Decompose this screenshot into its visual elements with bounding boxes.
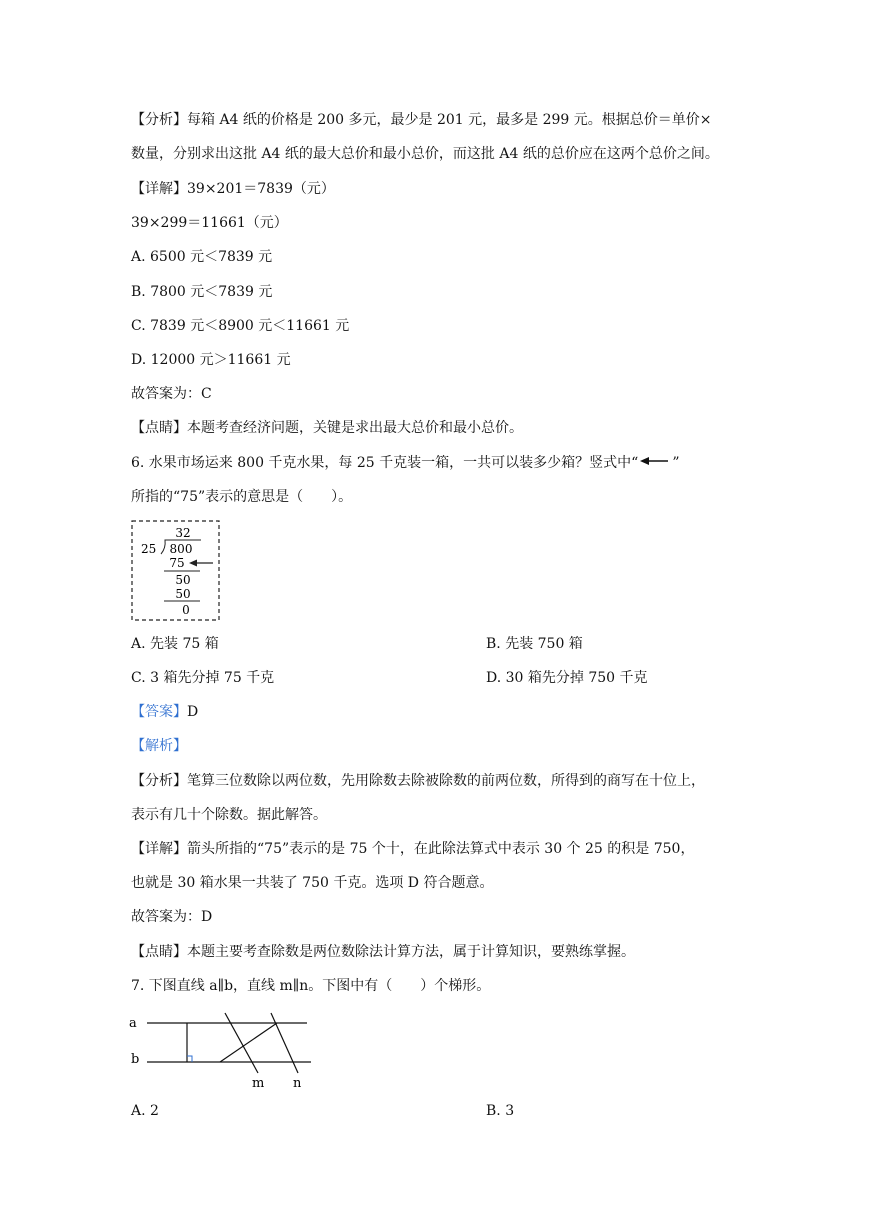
- line-m: [225, 1013, 258, 1073]
- q6-option-c: C. 3 箱先分掉 75 千克: [131, 670, 275, 686]
- answer-value: D: [187, 704, 199, 720]
- left-arrow-icon: [638, 454, 672, 468]
- q5-option-a: A. 6500 元＜7839 元: [131, 249, 273, 265]
- q5-option-c: C. 7839 元＜8900 元＜11661 元: [131, 318, 350, 334]
- q7-stem: 7. 下图直线 a∥b，直线 m∥n。下图中有（ ）个梯形。: [131, 978, 491, 994]
- q7-option-a: A. 2: [131, 1103, 159, 1119]
- q6-answer: [131, 702, 198, 722]
- division-step-75: 75: [169, 556, 185, 570]
- q6-stem-text: 6. 水果市场运来 800 千克水果，每 25 千克装一箱，一共可以装多少箱？竖式中“: [131, 455, 639, 471]
- q6-stem-line2: 所指的“75”表示的意思是（ ）。: [131, 489, 353, 505]
- division-step-50a: 50: [175, 573, 191, 587]
- division-step-50b: 50: [175, 587, 191, 601]
- q5-analysis-line2: 数量，分别求出这批 A4 纸的最大总价和最小总价，而这批 A4 纸的总价应在这两个总价之间。: [131, 146, 719, 162]
- q6-comment: 【点睛】本题主要考查除数是两位数除法计算方法，属于计算知识，要熟练掌握。: [131, 944, 635, 960]
- answer-tag: 【答案】: [131, 704, 187, 720]
- q6-option-a: A. 先装 75 箱: [131, 636, 219, 652]
- q6-stem-line1: [131, 453, 679, 473]
- q5-answer: 故答案为：C: [131, 386, 212, 402]
- division-quotient: 32: [175, 526, 191, 540]
- q6-detail-line1: 【详解】箭头所指的“75”表示的是 75 个十，在此除法算式中表示 30 个 25 的积是 750，: [131, 841, 695, 857]
- q6-stem-quote: ”: [672, 455, 680, 471]
- analysis-tag: 【解析】: [131, 738, 187, 754]
- q6-analysis-line1: 【分析】笔算三位数除以两位数，先用除数去除被除数的前两位数，所得到的商写在十位上，: [131, 773, 705, 789]
- label-b: b: [131, 1052, 140, 1067]
- division-remainder: 0: [182, 603, 190, 617]
- q5-detail-line2: 39×299＝11661（元）: [131, 215, 288, 231]
- right-angle-mark: [187, 1056, 192, 1062]
- q5-analysis-line1: 【分析】每箱 A4 纸的价格是 200 多元，最少是 201 元，最多是 299 元。根据总价＝单价×: [131, 112, 712, 128]
- long-division-figure: [131, 520, 221, 626]
- q6-option-b: B. 先装 750 箱: [486, 636, 583, 652]
- q6-analysis-line2: 表示有几十个除数。据此解答。: [131, 807, 327, 823]
- label-m: m: [252, 1076, 265, 1091]
- division-divisor: 25: [141, 542, 157, 556]
- label-a: a: [129, 1016, 137, 1031]
- q7-option-b: B. 3: [486, 1103, 515, 1119]
- label-n: n: [293, 1076, 302, 1091]
- q6-answer-final: 故答案为：D: [131, 909, 213, 925]
- q5-detail-line1: 【详解】39×201＝7839（元）: [131, 181, 335, 197]
- q5-option-b: B. 7800 元＜7839 元: [131, 284, 273, 300]
- q5-comment: 【点睛】本题考查经济问题，关键是求出最大总价和最小总价。: [131, 420, 523, 436]
- q6-detail-line2: 也就是 30 箱水果一共装了 750 千克。选项 D 符合题意。: [131, 875, 494, 891]
- line-n: [271, 1013, 298, 1073]
- q5-option-d: D. 12000 元＞11661 元: [131, 352, 291, 368]
- division-dividend: 800: [169, 542, 193, 556]
- parallel-lines-figure: [125, 1010, 325, 1096]
- division-arrow-head: [189, 560, 197, 567]
- q6-option-d: D. 30 箱先分掉 750 千克: [486, 670, 648, 686]
